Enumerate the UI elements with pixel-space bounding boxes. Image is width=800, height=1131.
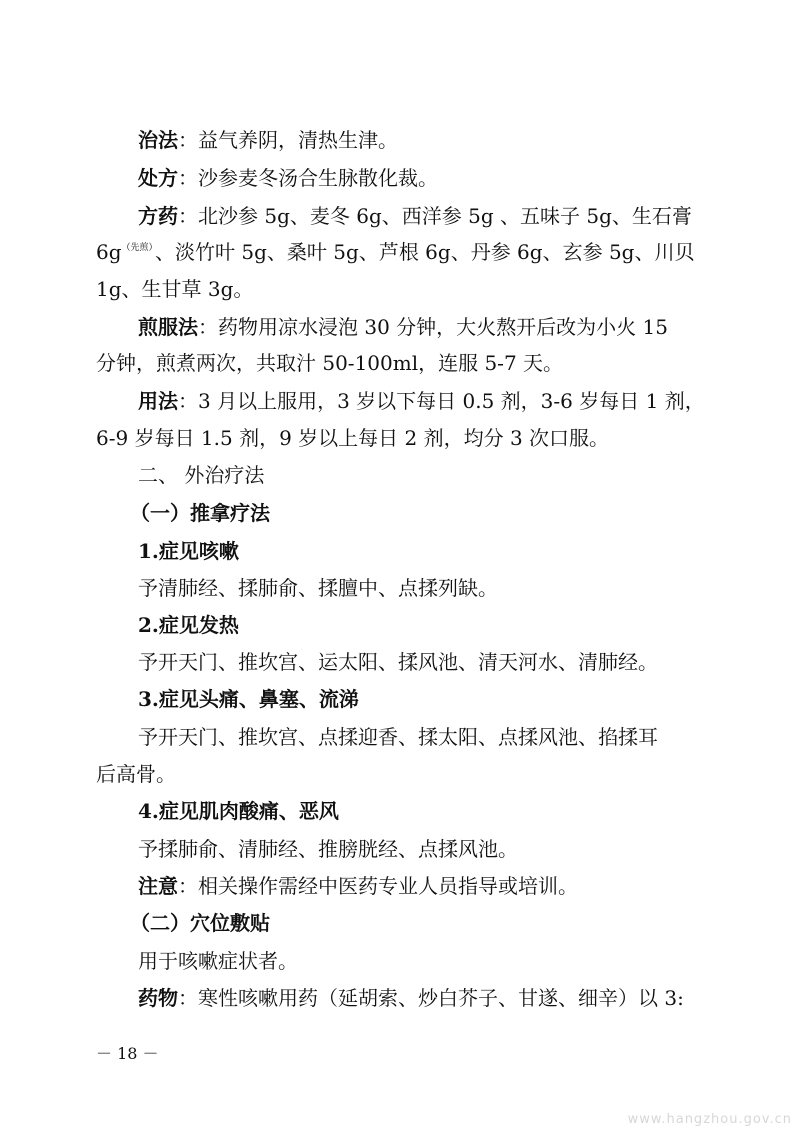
- fuotie-drug-line: [138, 986, 684, 1010]
- jianfufa-line-2: [96, 351, 563, 375]
- tuina-note-line: [138, 874, 578, 898]
- yongfa-label: 用法: [138, 389, 178, 413]
- fangyao-label: 方药: [138, 204, 178, 228]
- tuina-note-label: 注意: [138, 874, 178, 898]
- tuina-item-4-text: 予揉肺俞、清肺经、推膀胱经、点揉风池。: [138, 837, 518, 861]
- tuina-item-3-text-2: 后高骨。: [96, 762, 176, 786]
- fangyao-line-1: [138, 204, 692, 228]
- jianfufa-line-1: [138, 315, 668, 339]
- fangyao-decoct-first-note: （先煎）: [121, 243, 154, 253]
- tuina-item-2-title: 2.症见发热: [138, 613, 239, 637]
- chufang-label: 处方: [138, 166, 178, 190]
- fuotie-usage: 用于咳嗽症状者。: [138, 949, 298, 973]
- zhifa-line: [138, 128, 398, 152]
- tuina-item-2-text: 予开天门、推坎宫、运太阳、揉风池、清天河水、清肺经。: [138, 650, 658, 674]
- fangyao-text-1: ：北沙参 5g、麦冬 6g、西洋参 5g 、五味子 5g、生石膏: [178, 204, 692, 228]
- tuina-item-1-text: 予清肺经、揉肺俞、揉膻中、点揉列缺。: [138, 576, 498, 600]
- site-watermark: www.hangzhou.gov.cn: [627, 1112, 792, 1127]
- tuina-item-3-text-1: 予开天门、推坎宫、点揉迎香、揉太阳、点揉风池、掐揉耳: [138, 725, 658, 749]
- fuotie-drug-label: 药物: [138, 986, 178, 1010]
- tuina-item-3-title: 3.症见头痛、鼻塞、流涕: [138, 687, 359, 711]
- zhifa-label: 治法: [138, 128, 178, 152]
- zhifa-text: ：益气养阴，清热生津。: [178, 128, 398, 152]
- yongfa-text-1: ：3 月以上服用，3 岁以下每日 0.5 剂，3-6 岁每日 1 剂，: [178, 389, 705, 413]
- chufang-text: ：沙参麦冬汤合生脉散化裁。: [178, 166, 438, 190]
- tuina-item-1-title: 1.症见咳嗽: [138, 539, 239, 563]
- jianfufa-text-1: ：药物用凉水浸泡 30 分钟，大火熬开后改为小火 15: [198, 315, 668, 339]
- tuina-item-4-title: 4.症见肌肉酸痛、恶风: [138, 799, 339, 823]
- fangyao-line-2: [96, 240, 694, 269]
- page-number: － 18 －: [96, 1044, 159, 1063]
- yongfa-text-2: 6-9 岁每日 1.5 剂，9 岁以上每日 2 剂，均分 3 次口服。: [96, 426, 610, 450]
- fangyao-text-2-post: 、淡竹叶 5g、桑叶 5g、芦根 6g、丹参 6g、玄参 5g、川贝: [155, 240, 695, 264]
- fuotie-drug-text: ：寒性咳嗽用药（延胡索、炒白芥子、甘遂、细辛）以 3:: [178, 986, 684, 1010]
- jianfufa-label: 煎服法: [138, 315, 198, 339]
- tuina-note-text: ：相关操作需经中医药专业人员指导或培训。: [178, 874, 578, 898]
- chufang-line: [138, 166, 438, 190]
- yongfa-line-1: [138, 389, 705, 413]
- yongfa-line-2: [96, 426, 609, 450]
- subsection-title-tuina: （一）推拿疗法: [130, 501, 270, 525]
- fangyao-line-3: [96, 277, 253, 301]
- jianfufa-text-2: 分钟，煎煮两次，共取汁 50-100ml，连服 5-7 天。: [96, 351, 564, 375]
- fangyao-text-2-pre: 6g: [96, 240, 122, 264]
- section-title-external: 二、 外治疗法: [138, 463, 265, 487]
- subsection-title-fuotie: （二）穴位敷贴: [130, 911, 270, 935]
- fangyao-text-3: 1g、生甘草 3g。: [96, 277, 254, 301]
